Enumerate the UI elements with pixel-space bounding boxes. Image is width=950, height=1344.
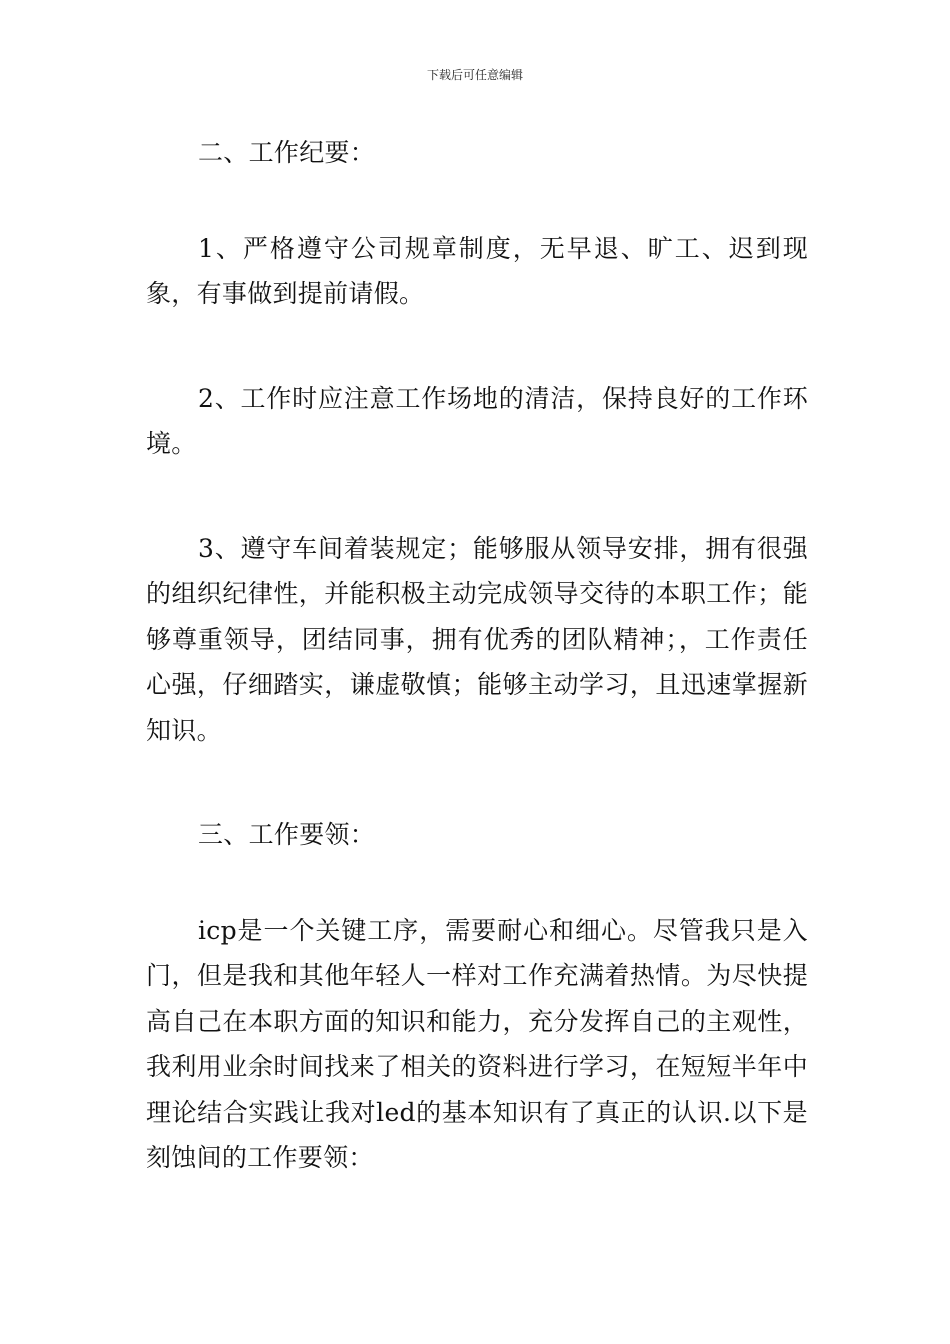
section-2-heading: 二、工作纪要： [198, 138, 376, 167]
section-3-heading: 三、工作要领： [198, 820, 376, 849]
rule-item-3: 3、遵守车间着装规定；能够服从领导安排，拥有很强的组织纪律性，并能积极主动完成领导交待的本职工作；能够尊重领导，团结同事，拥有优秀的团队精神；，工作责任心强，仔细踏实，谦虚敬慎；能够主动学习，且迅速掌握新知识。 [146, 533, 808, 745]
icp-paragraph: icp是一个关键工序，需要耐心和细心。尽管我只是入门，但是我和其他年轻人一样对工作充满着热情。为尽快提高自己在本职方面的知识和能力，充分发挥自己的主观性，我利用业余时间找来了相关的资料进行学习，在短短半年中理论结合实践让我对led的基本知识有了真正的认识.以下是刻蚀间的工作要领： [146, 915, 808, 1172]
rule-item-2: 2、工作时应注意工作场地的清洁，保持良好的工作环境。 [146, 383, 808, 458]
document-body [146, 130, 808, 1181]
header-note: 下载后可任意编辑 [426, 68, 523, 82]
rule-item-1: 1、严格遵守公司规章制度，无早退、旷工、迟到现象，有事做到提前请假。 [146, 233, 808, 308]
